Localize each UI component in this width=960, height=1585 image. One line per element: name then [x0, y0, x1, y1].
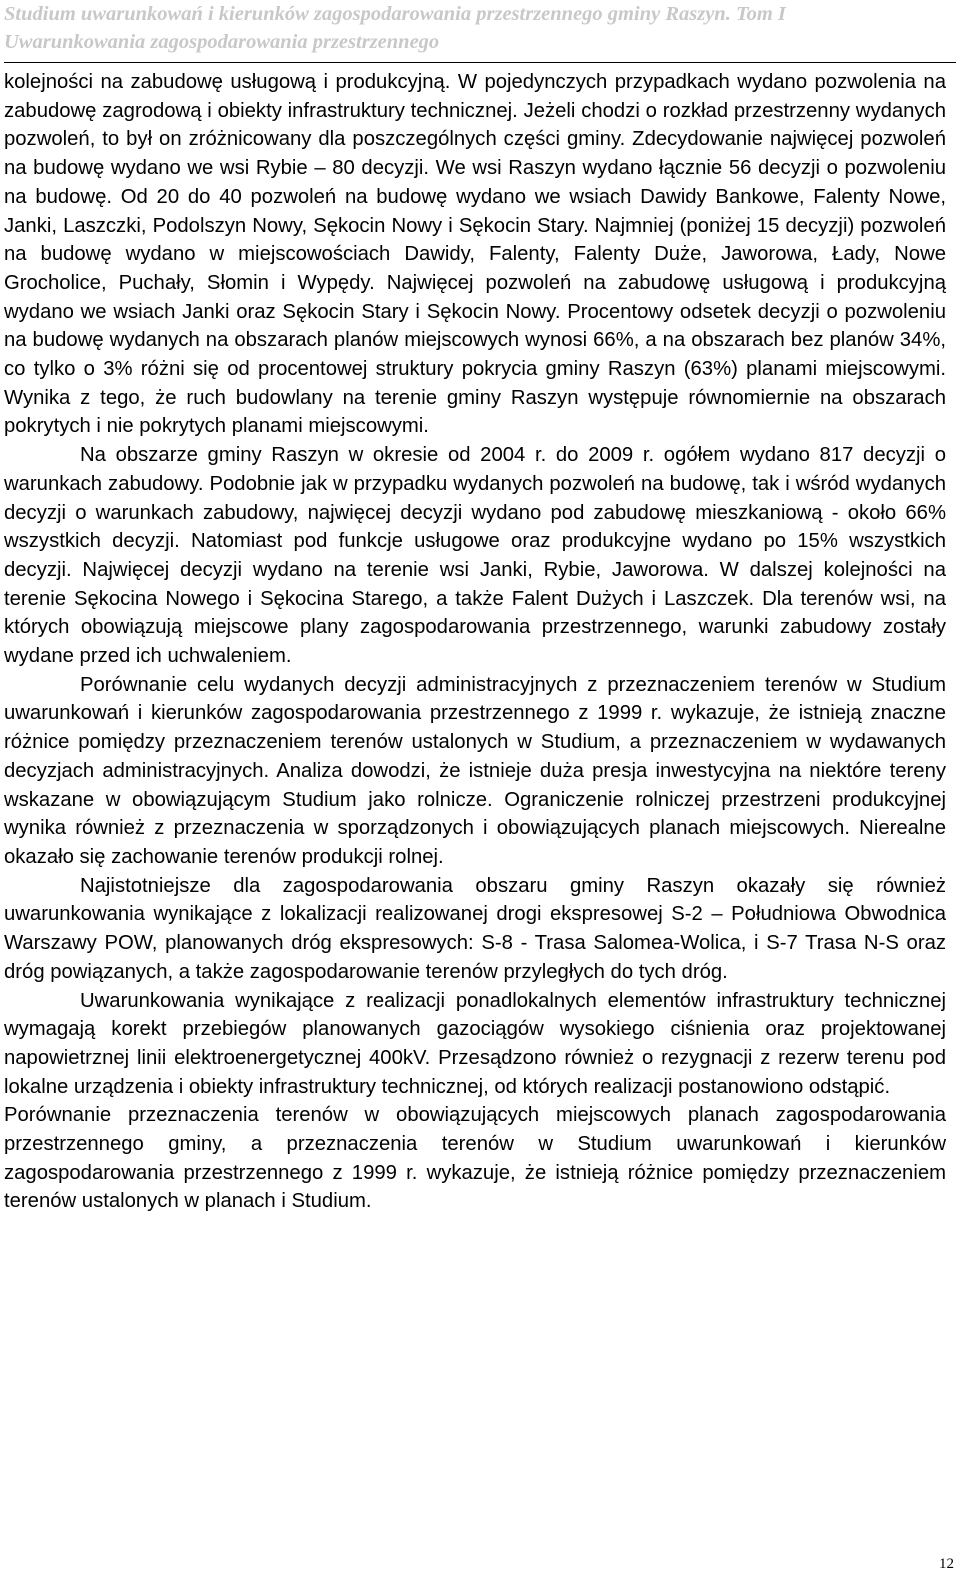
document-body	[4, 68, 946, 1216]
paragraph-3: Porównanie celu wydanych decyzji administracyjnych z przeznaczeniem terenów w Studium uwarunkowań i kierunków zagospodarowania przestrzennego z 1999 r. wykazuje, że istnieją znaczne różnice pomiędzy przeznaczeniem terenów ustalonych w Studium, a przeznaczeniem w wydawanych decyzjach administracyjnych. Analiza dowodzi, że istnieje duża presja inwestycyjna na niektóre tereny wskazane w obowiązującym Studium jako rolnicze. Ograniczenie rolniczej przestrzeni produkcyjnej wynika również z przeznaczenia w sporządzonych i obowiązujących planach miejscowych. Nierealne okazało się zachowanie terenów produkcji rolnej.	[4, 673, 946, 868]
paragraph-1: kolejności na zabudowę usługową i produkcyjną. W pojedynczych przypadkach wydano pozwolenia na zabudowę zagrodową i obiekty infrastruktury technicznej. Jeżeli chodzi o rozkład przestrzenny wydanych pozwoleń, to był on zróżnicowany dla poszczególnych części gminy. Zdecydowanie najwięcej pozwoleń na budowę wydano we wsi Rybie – 80 decyzji. We wsi Raszyn wydano łącznie 56 decyzji o pozwoleniu na budowę. Od 20 do 40 pozwoleń na budowę wydano we wsiach Dawidy Bankowe, Falenty Nowe, Janki, Laszczki, Podolszyn Nowy, Sękocin Nowy i Sękocin Stary. Najmniej (poniżej 15 decyzji) pozwoleń na budowę wydano w miejscowościach Dawidy, Falenty, Falenty Duże, Jaworowa, Łady, Nowe Grocholice, Puchały, Słomin i Wypędy. Najwięcej pozwoleń na zabudowę usługową i produkcyjną wydano we wsiach Janki oraz Sękocin Stary i Sękocin Nowy. Procentowy odsetek decyzji o pozwoleniu na budowę wydanych na obszarach planów miejscowych wynosi 66%, a na obszarach bez planów 34%, co tylko o 3% różni się od procentowej struktury pokrycia gminy Raszyn (63%) planami miejscowymi. Wynika z tego, że ruch budowlany na terenie gminy Raszyn występuje równomiernie na obszarach pokrytych i nie pokrytych planami miejscowymi.	[4, 71, 946, 438]
paragraph-6: Porównanie przeznaczenia terenów w obowiązujących miejscowych planach zagospodarowania przestrzennego gminy, a przeznaczenia terenów w Studium uwarunkowań i kierunków zagospodarowania przestrzennego z 1999 r. wykazuje, że istnieją różnice pomiędzy przeznaczeniem terenów ustalonych w planach i Studium.	[4, 1104, 946, 1213]
paragraph-2: Na obszarze gminy Raszyn w okresie od 2004 r. do 2009 r. ogółem wydano 817 decyzji o warunkach zabudowy. Podobnie jak w przypadku wydanych pozwoleń na budowę, tak i wśród wydanych decyzji o warunkach zabudowy, najwięcej decyzji wydano pod zabudowę mieszkaniową - około 66% wszystkich decyzji. Natomiast pod funkcje usługowe oraz produkcyjne wydano po 15% wszystkich decyzji. Najwięcej decyzji wydano na terenie wsi Janki, Rybie, Jaworowa. W dalszej kolejności na terenie Sękocina Nowego i Sękocina Starego, a także Falent Dużych i Laszczek. Dla terenów wsi, na których obowiązują miejscowe plany zagospodarowania przestrzennego, warunki zabudowy zostały wydane przed ich uchwaleniem.	[4, 444, 946, 668]
running-header	[0, 0, 960, 62]
paragraph-5: Uwarunkowania wynikające z realizacji ponadlokalnych elementów infrastruktury technicznej wymagają korekt przebiegów planowanych gazociągów wysokiego ciśnienia oraz projektowanej napowietrznej linii elektroenergetycznej 400kV. Przesądzono również o rezygnacji z rezerw terenu pod lokalne urządzenia i obiekty infrastruktury technicznej, od których realizacji postanowiono odstąpić.	[4, 989, 946, 1098]
header-divider	[4, 62, 956, 63]
header-title-line-2: Uwarunkowania zagospodarowania przestrzennego	[4, 31, 440, 53]
header-title-line-1: Studium uwarunkowań i kierunków zagospodarowania przestrzennego gminy Raszyn. Tom I	[4, 3, 786, 25]
page-number: 12	[939, 1556, 954, 1572]
paragraph-4: Najistotniejsze dla zagospodarowania obszaru gminy Raszyn okazały się również uwarunkowania wynikające z lokalizacji realizowanej drogi ekspresowej S-2 – Południowa Obwodnica Warszawy POW, planowanych dróg ekspresowych: S-8 - Trasa Salomea-Wolica, i S-7 Trasa N-S oraz dróg powiązanych, a także zagospodarowanie terenów przyległych do tych dróg.	[4, 874, 946, 983]
